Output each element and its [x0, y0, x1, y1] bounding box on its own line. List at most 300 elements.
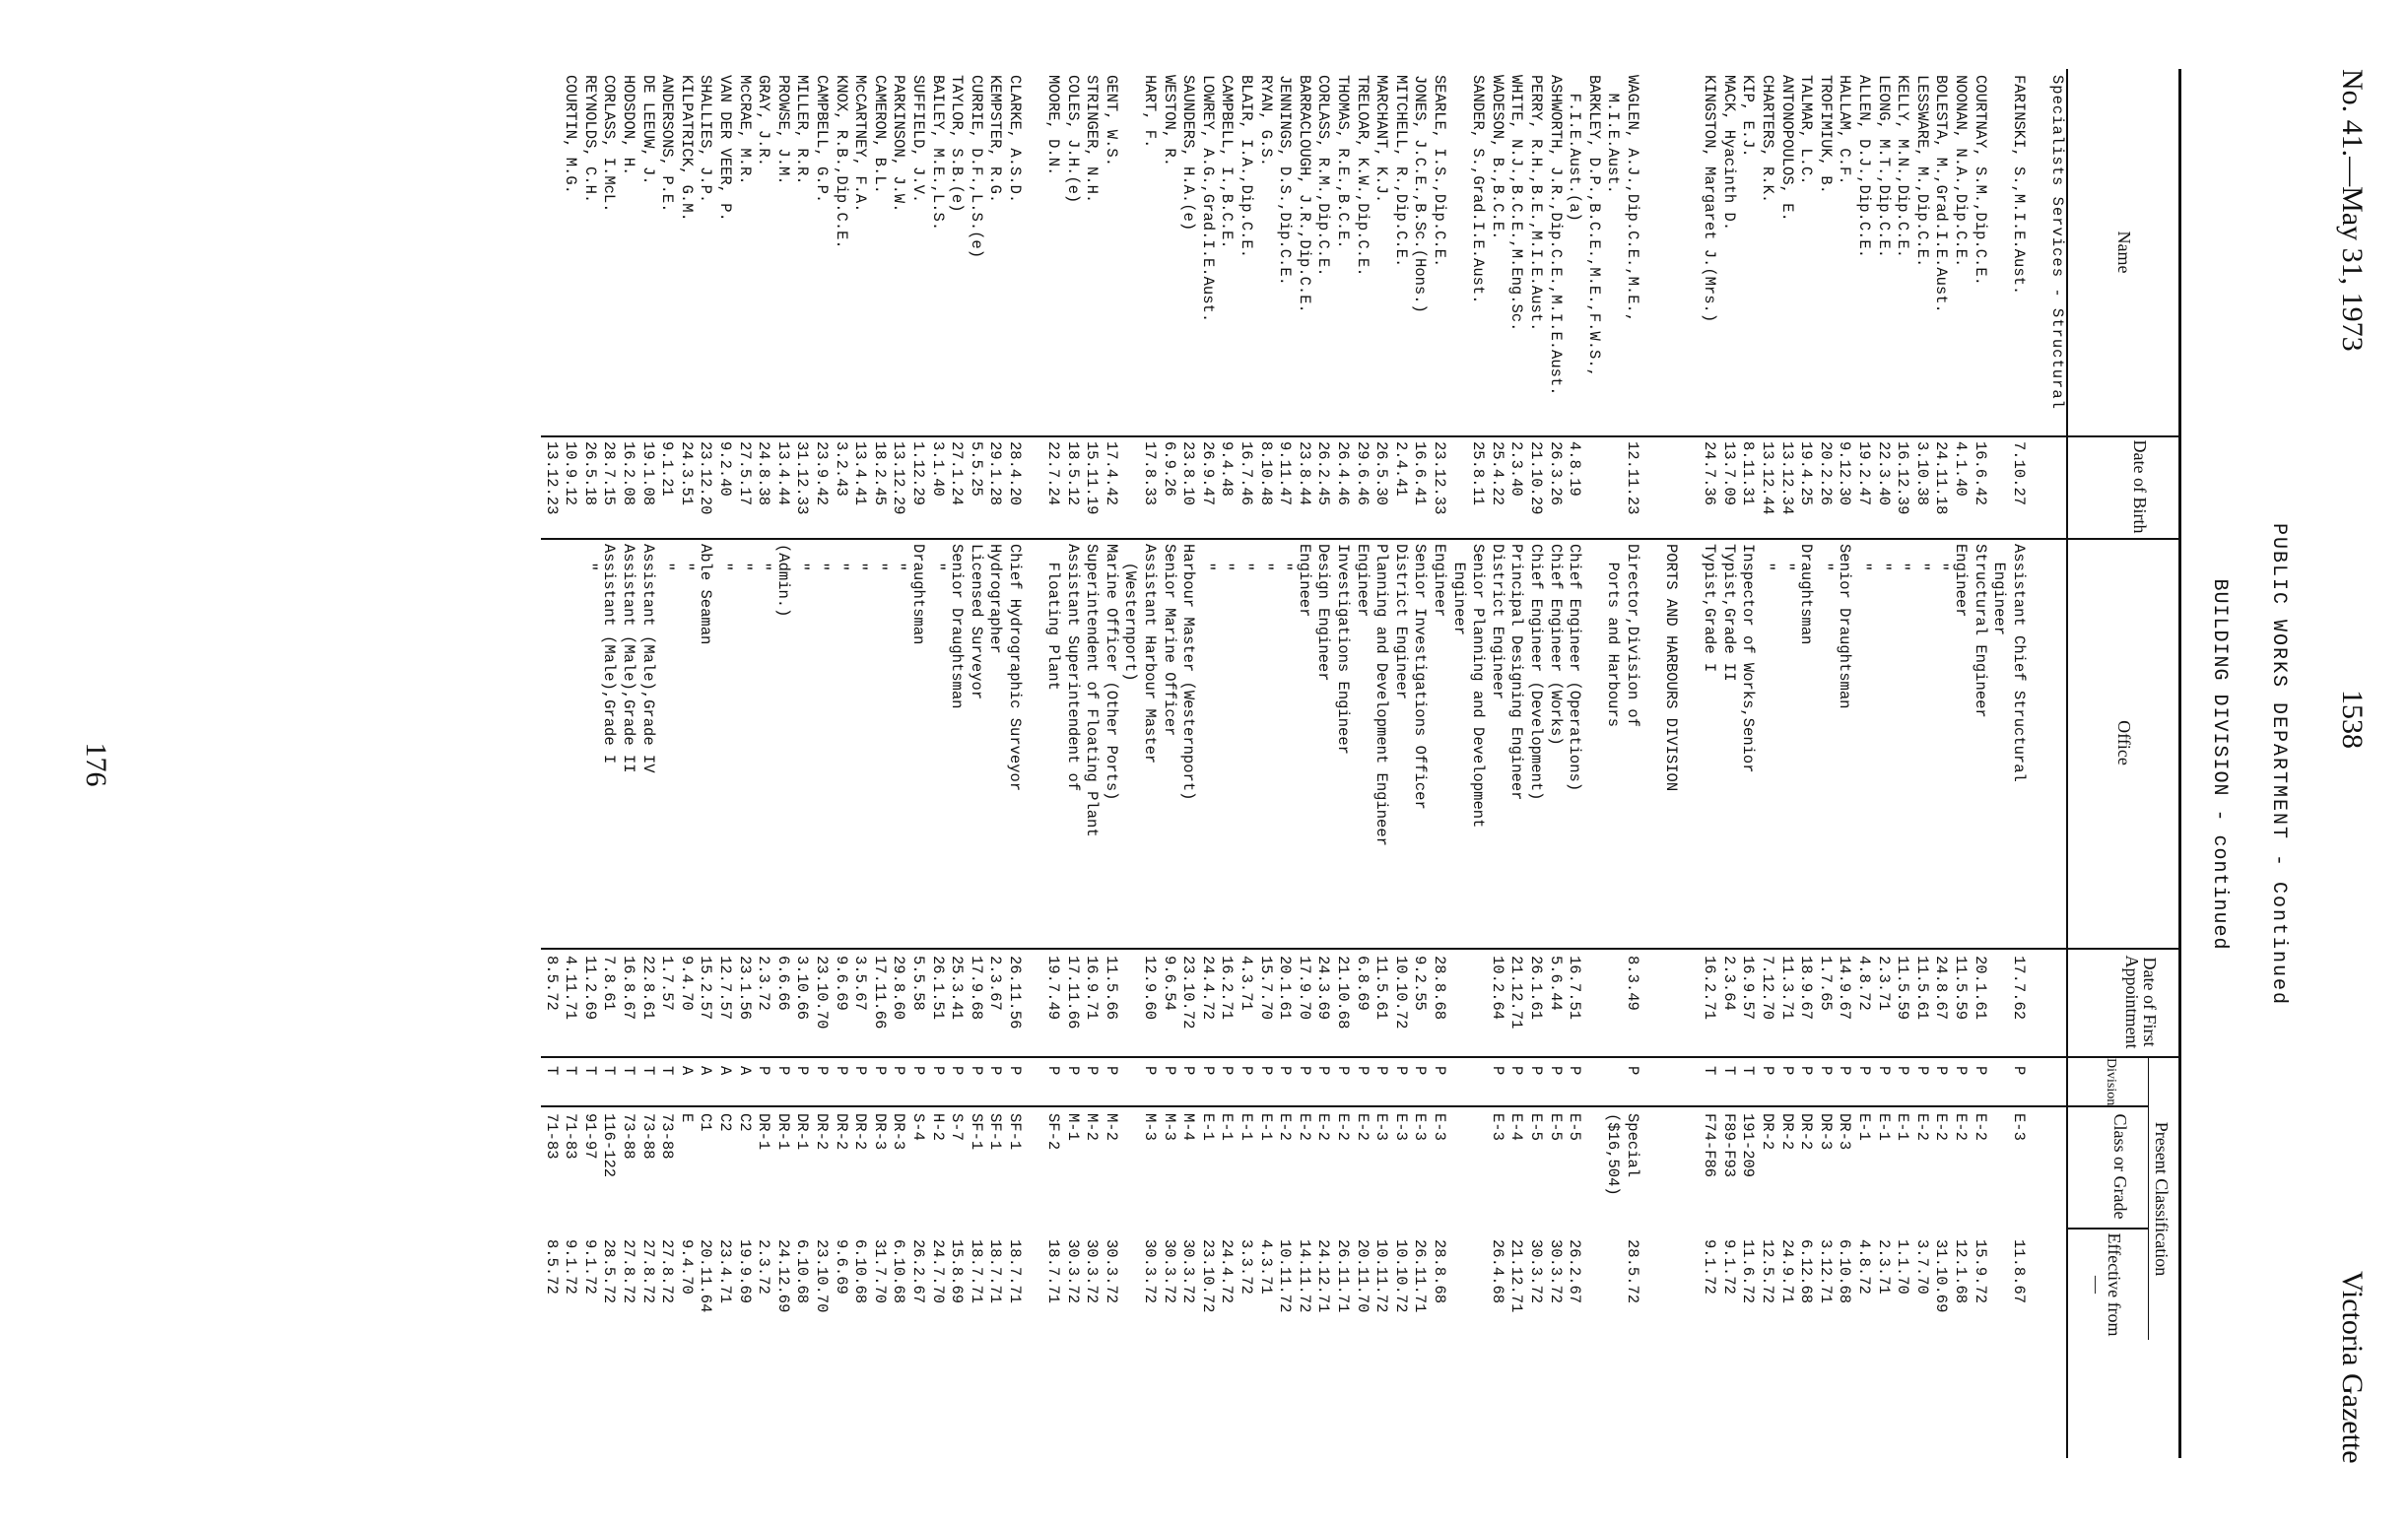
cell-class-grade: E-2 [1295, 1113, 1313, 1141]
table-row [618, 69, 637, 1458]
table-row [754, 69, 773, 1458]
cell-effective-from: 9.4.70 [677, 1239, 696, 1295]
cell-name: WHITE, N.J.,B.C.E.,M.Eng.Sc. [1507, 75, 1526, 332]
cell-effective-from: 23.10.70 [813, 1239, 831, 1313]
table-row [1815, 69, 1835, 1458]
table-row [1410, 69, 1430, 1458]
cell-date-of-birth: 16.6.42 [1971, 441, 1989, 506]
cell-date-of-birth: 22.3.40 [1874, 441, 1893, 506]
cell-first-appointment: 5.5.58 [908, 956, 927, 1011]
cell-office: " [735, 544, 754, 571]
cell-division: P [1777, 1066, 1796, 1076]
cell-date-of-birth: 13.12.23 [542, 441, 561, 515]
cell-name: COURTIN, M.G. [562, 75, 580, 194]
cell-date-of-birth: 8.10.48 [1256, 441, 1275, 506]
cell-class-grade: E [677, 1113, 696, 1123]
cell-name: Specialists Services - Structural [2048, 75, 2066, 410]
cell-name: REYNOLDS, C.H. [580, 75, 599, 204]
cell-first-appointment: 26.1.51 [928, 956, 947, 1021]
table-row [1178, 69, 1198, 1458]
cell-class-grade: E-5 [1566, 1113, 1584, 1141]
cell-date-of-birth: 4.1.40 [1952, 441, 1971, 497]
cell-date-of-birth: 28.4.20 [1005, 441, 1024, 506]
col-office-header: Office [2114, 720, 2134, 765]
cell-office: Senior Draughtsman [948, 544, 967, 709]
table-row [947, 69, 967, 1458]
cell-date-of-birth: 12.11.23 [1623, 441, 1641, 515]
cell-office: (Admin.) [773, 544, 792, 618]
cell-office: " [755, 544, 773, 571]
cell-first-appointment: 24.4.72 [1198, 956, 1217, 1021]
table-row [1197, 69, 1217, 1458]
cell-effective-from: 9.1.72 [580, 1239, 599, 1295]
cell-office: Draughtsman [908, 544, 927, 645]
table-row [1525, 69, 1545, 1458]
table-row [1024, 69, 1043, 1458]
table-row [1429, 69, 1448, 1458]
cell-division: P [832, 1066, 850, 1076]
cell-effective-from: 30.3.72 [1083, 1239, 1102, 1304]
cell-date-of-birth: 16.6.41 [1411, 441, 1430, 506]
cell-first-appointment: 20.1.61 [1971, 956, 1989, 1021]
cell-first-appointment: 11.5.61 [1912, 956, 1931, 1021]
cell-date-of-birth: 13.12.34 [1777, 441, 1796, 515]
folio-number: 176 [80, 742, 112, 787]
table-row [714, 69, 734, 1458]
cell-name: HART, F. [1141, 75, 1160, 149]
cell-office: Investigations Engineer [1334, 544, 1353, 755]
cell-date-of-birth: 13.4.44 [773, 441, 792, 506]
cell-effective-from: 24.12.71 [1314, 1239, 1333, 1313]
table-header [2066, 69, 2181, 1458]
cell-first-appointment: 16.2.71 [1701, 956, 1719, 1021]
cell-effective-from: 3.3.72 [1237, 1239, 1256, 1295]
table-row [792, 69, 812, 1458]
cell-effective-from: 9.1.72 [1701, 1239, 1719, 1295]
cell-class-grade: F89-F93 [1719, 1113, 1738, 1178]
cell-division: T [1719, 1066, 1738, 1076]
cell-name: SHALLIES, J.P. [697, 75, 715, 204]
cell-date-of-birth: 13.4.41 [851, 441, 870, 506]
cell-name: NOONAN, N.A.,Dip.C.E. [1952, 75, 1971, 268]
table-row [1390, 69, 1410, 1458]
cell-class-grade: DR-1 [773, 1113, 792, 1151]
cell-first-appointment: 4.3.71 [1237, 956, 1256, 1011]
cell-name: PERRY, R.H.,B.E.,M.I.E.Aust. [1526, 75, 1545, 332]
cell-first-appointment: 21.12.71 [1507, 956, 1526, 1030]
cell-office: Able Seaman [697, 544, 715, 645]
cell-class-grade: E-1 [1874, 1113, 1893, 1141]
cell-office: Structural Engineer [1971, 544, 1989, 718]
cell-office: Assistant (Male),Grade I [600, 544, 619, 764]
cell-name: GRAY, J.R. [755, 75, 773, 167]
cell-first-appointment: 9.6.69 [832, 956, 850, 1011]
cell-name: ASHWORTH, J.R.,Dip.C.E.,M.I.E.Aust. [1546, 75, 1565, 396]
cell-first-appointment: 9.4.70 [677, 956, 696, 1011]
table-row [1236, 69, 1255, 1458]
cell-division: P [908, 1066, 927, 1076]
cell-class-grade: S-4 [908, 1113, 927, 1141]
cell-first-appointment: 2.3.64 [1719, 956, 1738, 1011]
cell-effective-from: 26.2.67 [1566, 1239, 1584, 1304]
cell-office: " [1759, 544, 1777, 571]
cell-division: P [928, 1066, 947, 1076]
cell-class-grade: DR-1 [793, 1113, 812, 1151]
cell-name: KILPATRICK, G.M. [677, 75, 696, 222]
table-row [1603, 69, 1623, 1458]
cell-first-appointment: 11.5.66 [1102, 956, 1120, 1021]
table-row [985, 69, 1005, 1458]
cell-effective-from: 28.5.72 [600, 1239, 619, 1304]
cell-class-grade: C2 [735, 1113, 754, 1132]
cell-office: Licensed Surveyor [967, 544, 985, 700]
cell-effective-from: 30.3.72 [1526, 1239, 1545, 1304]
cell-name: GENT, W.S. [1102, 75, 1120, 167]
cell-effective-from: 6.10.68 [793, 1239, 812, 1304]
cell-name: THOMAS, R.E.,B.C.E. [1334, 75, 1353, 249]
cell-effective-from: 6.12.68 [1797, 1239, 1816, 1304]
cell-name: KIP, E.J. [1739, 75, 1758, 158]
cell-name: BARRACLOUGH, J.R.,Dip.C.E. [1295, 75, 1313, 313]
table-row [579, 69, 599, 1458]
cell-effective-from: 10.11.72 [1276, 1239, 1295, 1313]
cell-name: JENNINGS, D.S.,Dip.C.E. [1276, 75, 1295, 286]
cell-effective-from: 30.3.72 [1546, 1239, 1565, 1304]
cell-class-grade: M-1 [1063, 1113, 1082, 1141]
table-row [1255, 69, 1275, 1458]
cell-division: T [638, 1066, 657, 1076]
cell-class-grade: E-2 [1353, 1113, 1371, 1141]
table-row [657, 69, 677, 1458]
table-row [927, 69, 947, 1458]
cell-name: MACK, Hyacinth D. [1719, 75, 1738, 232]
cell-effective-from: 30.3.72 [1063, 1239, 1082, 1304]
cell-class-grade: F74-F86 [1701, 1113, 1719, 1178]
table-row [1448, 69, 1468, 1458]
cell-class-grade: DR-3 [1816, 1113, 1835, 1151]
cell-division: P [890, 1066, 908, 1076]
table-row [811, 69, 831, 1458]
cell-effective-from: 6.10.68 [851, 1239, 870, 1304]
cell-office: Chief Engineer (Development) [1526, 544, 1545, 801]
cell-date-of-birth: 19.1.08 [638, 441, 657, 506]
table-row [1970, 69, 1989, 1458]
cell-date-of-birth: 4.8.19 [1566, 441, 1584, 497]
cell-division: P [2009, 1066, 2028, 1076]
cell-office: " [1894, 544, 1912, 571]
cell-office: Engineer [1990, 544, 2009, 636]
cell-class-grade: 71-83 [562, 1113, 580, 1160]
cell-first-appointment: 8.5.72 [542, 956, 561, 1011]
cell-date-of-birth: 8.11.31 [1739, 441, 1758, 506]
cell-class-grade: E-1 [1198, 1113, 1217, 1141]
cell-office: Planning and Development Engineer [1372, 544, 1391, 846]
cell-date-of-birth: 27.5.17 [735, 441, 754, 506]
cell-name: PARKINSON, J.W. [890, 75, 908, 213]
cell-date-of-birth: 18.5.12 [1063, 441, 1082, 506]
cell-division: P [1005, 1066, 1024, 1076]
cell-effective-from: 26.2.67 [908, 1239, 927, 1304]
cell-name: KEMPSTER, R.G. [986, 75, 1005, 204]
cell-first-appointment: 11.2.69 [580, 956, 599, 1021]
cell-division: P [1334, 1066, 1353, 1076]
cell-effective-from: 31.10.69 [1932, 1239, 1951, 1313]
cell-class-grade: 73-88 [658, 1113, 677, 1160]
cell-division: P [1411, 1066, 1430, 1076]
table-row [2008, 69, 2028, 1458]
cell-effective-from: 21.12.71 [1507, 1239, 1526, 1313]
cell-division: T [620, 1066, 638, 1076]
cell-office: Senior Planning and Development [1469, 544, 1488, 829]
cell-first-appointment: 15.2.57 [697, 956, 715, 1021]
table-row [1313, 69, 1333, 1458]
cell-class-grade: M-2 [1102, 1113, 1120, 1141]
cell-division: P [1971, 1066, 1989, 1076]
table-row [696, 69, 715, 1458]
cell-effective-from: 18.7.71 [1005, 1239, 1024, 1304]
cell-class-grade: E-1 [1855, 1113, 1874, 1141]
cell-class-grade: E-3 [1372, 1113, 1391, 1141]
cell-division: P [870, 1066, 889, 1076]
cell-division: P [1797, 1066, 1816, 1076]
cell-date-of-birth: 23.12.33 [1431, 441, 1448, 515]
cell-first-appointment: 10.2.64 [1488, 956, 1506, 1021]
cell-effective-from: 6.10.68 [890, 1239, 908, 1304]
cell-name: CORLASS, I.McL. [600, 75, 619, 213]
cell-first-appointment: 16.9.71 [1083, 956, 1102, 1021]
cell-first-appointment: 11.3.71 [1777, 956, 1796, 1021]
cell-effective-from: 18.7.71 [1044, 1239, 1063, 1304]
cell-division: P [1952, 1066, 1971, 1076]
cell-division: P [986, 1066, 1005, 1076]
cell-effective-from: 19.9.69 [735, 1239, 754, 1304]
cell-first-appointment: 1.7.65 [1816, 956, 1835, 1011]
running-title: PUBLIC WORKS DEPARTMENT - Continued [2267, 522, 2290, 1007]
table-row [907, 69, 927, 1458]
table-row [1911, 69, 1931, 1458]
cell-date-of-birth: 16.2.08 [620, 441, 638, 506]
cell-office: " [1198, 544, 1217, 571]
cell-first-appointment: 3.5.67 [851, 956, 870, 1011]
table-row [676, 69, 696, 1458]
cell-first-appointment: 26.11.56 [1005, 956, 1024, 1030]
cell-first-appointment: 17.9.68 [967, 956, 985, 1021]
table-row [1468, 69, 1488, 1458]
cell-division: P [793, 1066, 812, 1076]
cell-name: STRINGER, N.H. [1083, 75, 1102, 204]
cell-class-grade: E-4 [1507, 1113, 1526, 1141]
cell-class-grade: E-2 [1334, 1113, 1353, 1141]
section-heading-row [2046, 69, 2066, 1458]
cell-division: T [562, 1066, 580, 1076]
cell-office: Draughtsman [1797, 544, 1816, 645]
cell-first-appointment: 2.3.72 [755, 956, 773, 1011]
cell-date-of-birth: 25.8.11 [1469, 441, 1488, 506]
cell-office: " [851, 544, 870, 571]
cell-class-grade: E-3 [1391, 1113, 1410, 1141]
cell-division: T [580, 1066, 599, 1076]
cell-office: Engineer [1449, 544, 1468, 636]
table-row [541, 69, 561, 1458]
table-row [831, 69, 850, 1458]
cell-class-grade: SF-1 [986, 1113, 1005, 1151]
cell-name: CORLASS, R.M.,Dip.C.E. [1314, 75, 1333, 277]
cell-division: P [1276, 1066, 1295, 1076]
cell-division: A [677, 1066, 696, 1076]
cell-class-grade: DR-3 [1836, 1113, 1854, 1151]
cell-office: " [1816, 544, 1835, 571]
cell-office: Director,Division of [1623, 544, 1641, 728]
cell-date-of-birth: 24.11.18 [1932, 441, 1951, 515]
cell-date-of-birth: 24.8.38 [755, 441, 773, 506]
cell-office: Senior Draughtsman [1836, 544, 1854, 709]
cell-division: P [1256, 1066, 1275, 1076]
cell-division: P [1314, 1066, 1333, 1076]
cell-name: ANTONOPOULOS, E. [1777, 75, 1796, 222]
cell-class-grade: Special [1623, 1113, 1641, 1178]
cell-class-grade: M-2 [1083, 1113, 1102, 1141]
cell-division: P [1912, 1066, 1931, 1076]
table-row [2028, 69, 2047, 1458]
cell-name: BAILEY, M.E.,L.S. [928, 75, 947, 232]
cell-first-appointment: 22.8.61 [638, 956, 657, 1021]
cell-division: P [1372, 1066, 1391, 1076]
gazette-page-number: 1538 [2336, 690, 2369, 749]
cell-effective-from: 9.1.72 [1719, 1239, 1738, 1295]
cell-class-grade: E-2 [1971, 1113, 1989, 1141]
table-row [1159, 69, 1178, 1458]
cell-first-appointment: 11.5.59 [1894, 956, 1912, 1021]
cell-office: Superintendent of Floating Plant [1083, 544, 1102, 837]
table-body [541, 69, 2066, 1458]
table-row [1738, 69, 1758, 1458]
cell-effective-from: 23.4.71 [716, 1239, 735, 1304]
cell-name: CHARTERS, R.K. [1759, 75, 1777, 204]
cell-date-of-birth: 25.4.22 [1488, 441, 1506, 506]
table-row [1275, 69, 1295, 1458]
section-title: BUILDING DIVISION - continued [2208, 578, 2231, 951]
cell-first-appointment: 7.12.70 [1759, 956, 1777, 1021]
cell-division: P [1295, 1066, 1313, 1076]
cell-effective-from: 10.11.72 [1372, 1239, 1391, 1313]
cell-first-appointment: 17.9.70 [1295, 956, 1313, 1021]
cell-division: P [813, 1066, 831, 1076]
cell-first-appointment: 16.2.71 [1218, 956, 1237, 1021]
cell-name: TALMAR, L.C. [1797, 75, 1816, 185]
cell-date-of-birth: 10.9.12 [562, 441, 580, 506]
table-row [1294, 69, 1313, 1458]
table-row [1352, 69, 1371, 1458]
cell-division: P [1431, 1066, 1448, 1076]
cell-name: ANDERSONS, P.E. [658, 75, 677, 213]
cell-name: LESSWARE, M.,Dip.C.E. [1912, 75, 1931, 268]
cell-first-appointment: 2.3.71 [1874, 956, 1893, 1011]
cell-date-of-birth: 26.5.18 [580, 441, 599, 506]
cell-office: " [813, 544, 831, 571]
cell-effective-from: 27.8.72 [620, 1239, 638, 1304]
table-row [1062, 69, 1082, 1458]
cell-office: PORTS AND HARBOURS DIVISION [1662, 544, 1681, 792]
cell-name: SANDER, S.,Grad.I.E.Aust. [1469, 75, 1488, 304]
cell-division: P [1932, 1066, 1951, 1076]
col-name-header: Name [2114, 231, 2134, 274]
table-row [869, 69, 889, 1458]
cell-class-grade: E-2 [1932, 1113, 1951, 1141]
cell-date-of-birth: 1.12.29 [908, 441, 927, 506]
cell-office: Principal Designing Engineer [1507, 544, 1526, 801]
cell-office: " [928, 544, 947, 571]
cell-division: P [851, 1066, 870, 1076]
cell-office: " [1912, 544, 1931, 571]
cell-class-grade: E-1 [1894, 1113, 1912, 1141]
cell-first-appointment: 11.5.59 [1952, 956, 1971, 1021]
col-appointment-header: Date of First Appointment [2122, 955, 2160, 1049]
cell-division: P [1391, 1066, 1410, 1076]
table-row [1506, 69, 1526, 1458]
cell-first-appointment: 2.3.67 [986, 956, 1005, 1011]
cell-effective-from: 15.9.72 [1971, 1239, 1989, 1304]
cell-effective-from: 11.6.72 [1739, 1239, 1758, 1304]
cell-office: Typist,Grade II [1719, 544, 1738, 682]
table-row [1583, 69, 1603, 1458]
col-effective-header: Effective from— [2087, 1232, 2124, 1337]
cell-division: P [1855, 1066, 1874, 1076]
cell-class-grade: 73-88 [638, 1113, 657, 1160]
cell-date-of-birth: 3.1.40 [928, 441, 947, 497]
table-row [1796, 69, 1816, 1458]
table-row [1217, 69, 1237, 1458]
cell-division: P [1874, 1066, 1893, 1076]
cell-date-of-birth: 9.11.47 [1276, 441, 1295, 506]
cell-office: " [716, 544, 735, 571]
cell-class-grade: 71-83 [542, 1113, 561, 1160]
cell-first-appointment: 17.7.62 [2009, 956, 2028, 1021]
cell-office: Senior Investigations Officer [1411, 544, 1430, 810]
table-row [1120, 69, 1140, 1458]
cell-effective-from: 15.8.69 [948, 1239, 967, 1304]
cell-class-grade: 73-88 [620, 1113, 638, 1160]
cell-date-of-birth: 23.12.20 [697, 441, 715, 515]
cell-effective-from: 20.11.64 [697, 1239, 715, 1313]
table-row [1776, 69, 1796, 1458]
cell-name: SUFFIELD, J.V. [908, 75, 927, 204]
table-row [1893, 69, 1912, 1458]
cell-first-appointment: 7.8.61 [600, 956, 619, 1011]
cell-class-grade: E-3 [1411, 1113, 1430, 1141]
cell-effective-from: 30.3.72 [1160, 1239, 1178, 1304]
cell-first-appointment: 23.1.56 [735, 956, 754, 1021]
cell-office: Chief Engineer (Operations) [1566, 544, 1584, 792]
cell-office: " [658, 544, 677, 571]
cell-office: Assistant (Male),Grade IV [638, 544, 657, 773]
cell-date-of-birth: 2.3.40 [1507, 441, 1526, 497]
cell-effective-from: 28.5.72 [1623, 1239, 1641, 1304]
cell-division: A [716, 1066, 735, 1076]
cell-class-grade: C1 [697, 1113, 715, 1132]
table-row [1680, 69, 1700, 1458]
cell-date-of-birth: 26.5.30 [1372, 441, 1391, 506]
cell-class-grade: E-2 [1952, 1113, 1971, 1141]
cell-division: P [1488, 1066, 1506, 1076]
cell-office: " [1256, 544, 1275, 571]
table-row [1140, 69, 1160, 1458]
cell-division: T [1701, 1066, 1719, 1076]
cell-office: Assistant (Male),Grade II [620, 544, 638, 773]
cell-division: P [1102, 1066, 1120, 1076]
cell-office: " [1276, 544, 1295, 571]
cell-effective-from: 27.8.72 [638, 1239, 657, 1304]
cell-effective-from: 2.3.72 [755, 1239, 773, 1295]
